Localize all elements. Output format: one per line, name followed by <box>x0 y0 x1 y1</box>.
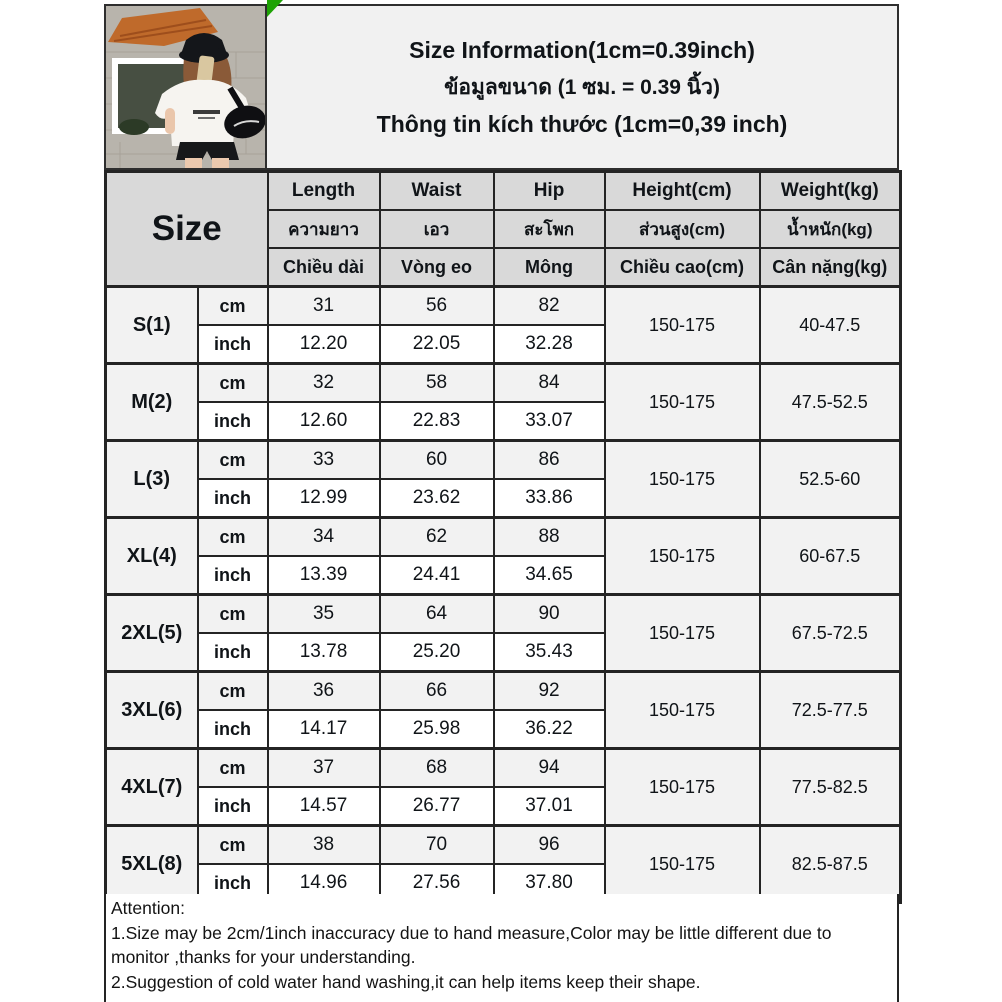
waist-inch: 27.56 <box>380 864 494 903</box>
weight-range: 77.5-82.5 <box>760 749 901 826</box>
unit-cm: cm <box>198 364 268 403</box>
length-cm: 34 <box>268 518 380 557</box>
waist-inch: 24.41 <box>380 556 494 595</box>
hip-inch: 36.22 <box>494 710 605 749</box>
hip-inch: 32.28 <box>494 325 605 364</box>
col-header-waist-en: Waist <box>380 172 494 211</box>
unit-inch: inch <box>198 864 268 903</box>
green-corner-marker-icon <box>267 0 283 17</box>
title-vietnamese: Thông tin kích thước (1cm=0,39 inch) <box>376 110 788 137</box>
shirt-print <box>193 110 220 114</box>
unit-inch: inch <box>198 633 268 672</box>
hip-inch: 33.07 <box>494 402 605 441</box>
unit-inch: inch <box>198 710 268 749</box>
col-header-height-en: Height(cm) <box>605 172 760 211</box>
length-inch: 12.99 <box>268 479 380 518</box>
length-cm: 33 <box>268 441 380 480</box>
unit-cm: cm <box>198 518 268 557</box>
unit-cm: cm <box>198 595 268 634</box>
hip-inch: 33.86 <box>494 479 605 518</box>
hip-cm: 90 <box>494 595 605 634</box>
length-cm: 35 <box>268 595 380 634</box>
length-inch: 14.96 <box>268 864 380 903</box>
unit-inch: inch <box>198 556 268 595</box>
table-row <box>106 672 901 711</box>
hip-inch: 37.80 <box>494 864 605 903</box>
col-header-waist-vi: Vòng eo <box>380 248 494 287</box>
col-header-hip-vi: Mông <box>494 248 605 287</box>
leg-left <box>185 158 202 168</box>
plant <box>119 119 149 135</box>
weight-range: 72.5-77.5 <box>760 672 901 749</box>
table-row <box>106 441 901 480</box>
waist-cm: 70 <box>380 826 494 865</box>
height-range: 150-175 <box>605 441 760 518</box>
attention-line-1: 1.Size may be 2cm/1inch inaccuracy due to hand measure,Color may be little different due to monitor ,thanks for your understanding. <box>111 922 832 967</box>
height-range: 150-175 <box>605 518 760 595</box>
unit-cm: cm <box>198 287 268 326</box>
col-header-height-vi: Chiều cao(cm) <box>605 248 760 287</box>
unit-inch: inch <box>198 787 268 826</box>
size-label: 5XL(8) <box>106 826 198 903</box>
table-row <box>106 595 901 634</box>
length-inch: 13.39 <box>268 556 380 595</box>
hip-cm: 84 <box>494 364 605 403</box>
attention-line-2: 2.Suggestion of cold water hand washing,it can help items keep their shape. <box>111 971 701 992</box>
length-cm: 36 <box>268 672 380 711</box>
hip-cm: 86 <box>494 441 605 480</box>
wrist <box>165 108 175 134</box>
size-table <box>104 170 902 904</box>
size-corner-header: Size <box>106 172 268 287</box>
waist-cm: 58 <box>380 364 494 403</box>
weight-range: 47.5-52.5 <box>760 364 901 441</box>
size-label: L(3) <box>106 441 198 518</box>
col-header-waist-th: เอว <box>380 210 494 248</box>
size-label: 2XL(5) <box>106 595 198 672</box>
size-label: XL(4) <box>106 518 198 595</box>
table-row <box>106 826 901 865</box>
waist-inch: 25.20 <box>380 633 494 672</box>
title-box <box>267 4 899 170</box>
length-inch: 12.60 <box>268 402 380 441</box>
attention-note <box>104 894 899 1002</box>
hip-inch: 37.01 <box>494 787 605 826</box>
col-header-weight-th: น้ำหนัก(kg) <box>760 210 901 248</box>
col-header-hip-en: Hip <box>494 172 605 211</box>
unit-cm: cm <box>198 672 268 711</box>
length-inch: 14.17 <box>268 710 380 749</box>
length-inch: 14.57 <box>268 787 380 826</box>
title-thai: ข้อมูลขนาด (1 ซม. = 0.39 นิ้ว) <box>444 75 720 99</box>
product-photo <box>104 4 267 170</box>
col-header-weight-en: Weight(kg) <box>760 172 901 211</box>
length-inch: 12.20 <box>268 325 380 364</box>
height-range: 150-175 <box>605 595 760 672</box>
table-row <box>106 287 901 326</box>
leg-right <box>212 158 229 168</box>
table-row <box>106 749 901 788</box>
waist-inch: 22.05 <box>380 325 494 364</box>
size-label: M(2) <box>106 364 198 441</box>
weight-range: 40-47.5 <box>760 287 901 364</box>
waist-cm: 68 <box>380 749 494 788</box>
length-inch: 13.78 <box>268 633 380 672</box>
waist-cm: 66 <box>380 672 494 711</box>
col-header-length-en: Length <box>268 172 380 211</box>
height-range: 150-175 <box>605 672 760 749</box>
table-row <box>106 364 901 403</box>
weight-range: 82.5-87.5 <box>760 826 901 903</box>
col-header-length-vi: Chiều dài <box>268 248 380 287</box>
weight-range: 60-67.5 <box>760 518 901 595</box>
height-range: 150-175 <box>605 826 760 903</box>
height-range: 150-175 <box>605 287 760 364</box>
unit-cm: cm <box>198 441 268 480</box>
unit-inch: inch <box>198 325 268 364</box>
waist-inch: 22.83 <box>380 402 494 441</box>
hip-cm: 82 <box>494 287 605 326</box>
unit-cm: cm <box>198 749 268 788</box>
col-header-hip-th: สะโพก <box>494 210 605 248</box>
hip-cm: 96 <box>494 826 605 865</box>
size-label: S(1) <box>106 287 198 364</box>
length-cm: 38 <box>268 826 380 865</box>
table-row <box>106 518 901 557</box>
weight-range: 52.5-60 <box>760 441 901 518</box>
header-row-en <box>106 172 901 211</box>
col-header-weight-vi: Cân nặng(kg) <box>760 248 901 287</box>
waist-cm: 56 <box>380 287 494 326</box>
hip-cm: 94 <box>494 749 605 788</box>
attention-heading: Attention: <box>111 898 185 918</box>
height-range: 150-175 <box>605 364 760 441</box>
product-photo-illustration <box>106 6 265 168</box>
waist-cm: 60 <box>380 441 494 480</box>
shirt-print-2 <box>198 117 215 119</box>
unit-inch: inch <box>198 402 268 441</box>
hip-cm: 88 <box>494 518 605 557</box>
length-cm: 37 <box>268 749 380 788</box>
weight-range: 67.5-72.5 <box>760 595 901 672</box>
length-cm: 32 <box>268 364 380 403</box>
size-label: 3XL(6) <box>106 672 198 749</box>
col-header-length-th: ความยาว <box>268 210 380 248</box>
hip-inch: 34.65 <box>494 556 605 595</box>
col-header-height-th: ส่วนสูง(cm) <box>605 210 760 248</box>
unit-inch: inch <box>198 479 268 518</box>
waist-inch: 26.77 <box>380 787 494 826</box>
waist-cm: 64 <box>380 595 494 634</box>
unit-cm: cm <box>198 826 268 865</box>
length-cm: 31 <box>268 287 380 326</box>
waist-cm: 62 <box>380 518 494 557</box>
waist-inch: 25.98 <box>380 710 494 749</box>
waist-inch: 23.62 <box>380 479 494 518</box>
hip-inch: 35.43 <box>494 633 605 672</box>
hip-cm: 92 <box>494 672 605 711</box>
height-range: 150-175 <box>605 749 760 826</box>
size-label: 4XL(7) <box>106 749 198 826</box>
title-english: Size Information(1cm=0.39inch) <box>409 36 755 63</box>
